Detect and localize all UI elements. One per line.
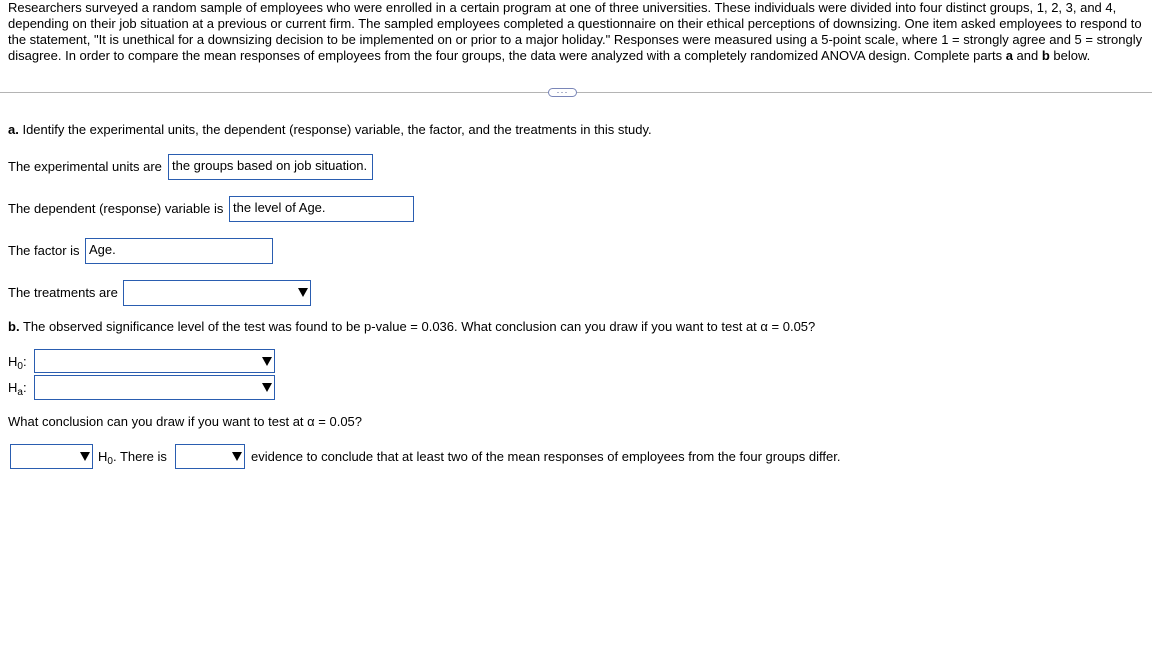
- chevron-down-icon: [79, 447, 91, 465]
- dependent-label: The dependent (response) variable is: [8, 201, 224, 216]
- ha-dropdown[interactable]: [34, 375, 275, 400]
- h0-dropdown[interactable]: [34, 349, 275, 373]
- evidence-dropdown[interactable]: [175, 444, 245, 469]
- factor-field[interactable]: Age.: [85, 238, 273, 264]
- part-b-ref: b: [1041, 48, 1050, 63]
- factor-label: The factor is: [8, 243, 80, 258]
- ha-label: $H_a$:: [8, 380, 27, 398]
- treatments-label: The treatments are: [8, 285, 118, 300]
- chevron-down-icon: [297, 283, 309, 301]
- h0-there-is-text: $H_0$. There is: [98, 449, 167, 467]
- evidence-text: evidence to conclude that at least two of the mean responses of employees from the four groups differ.: [251, 449, 841, 464]
- conclusion-question: What conclusion can you draw if you want to test at α = 0.05?: [8, 414, 363, 429]
- expand-more-button[interactable]: ···: [548, 88, 577, 97]
- part-a-ref: a: [1005, 48, 1013, 63]
- problem-statement: Researchers surveyed a random sample of employees who were enrolled in a certain program at one of three universities. These individuals were divided into four distinct groups, 1, 2, 3, and 4, depending on their job situation at a previous or current firm. The sampled employees completed a questionnaire on their ethical perceptions of downsizing. One item asked employees to respond to the statement, "It is unethical for a downsizing decision to be implemented on or prior to a major holiday." Responses were measured using a 5-point scale, where 1 = strongly agree and 5 = strongly disagree. In order to compare the mean responses of employees from the four groups, the data were analyzed with a completely randomized ANOVA design. Complete parts a and b below.: [8, 0, 1143, 63]
- dependent-variable-field[interactable]: the level of Age.: [229, 196, 414, 222]
- experimental-units-field[interactable]: the groups based on job situation.: [168, 154, 373, 180]
- treatments-dropdown[interactable]: [123, 280, 311, 306]
- decision-dropdown[interactable]: [10, 444, 93, 469]
- units-label: The experimental units are: [8, 159, 162, 174]
- part-a-question: a. Identify the experimental units, the dependent (response) variable, the factor, and the treatments in this study.: [8, 122, 652, 137]
- part-b-question: b. The observed significance level of the test was found to be p-value = 0.036. What conclusion can you draw if you want to test at α = 0.05?: [8, 319, 816, 334]
- chevron-down-icon: [261, 352, 273, 370]
- chevron-down-icon: [231, 447, 243, 465]
- chevron-down-icon: [261, 378, 273, 396]
- h0-label: $H_0$:: [8, 354, 27, 372]
